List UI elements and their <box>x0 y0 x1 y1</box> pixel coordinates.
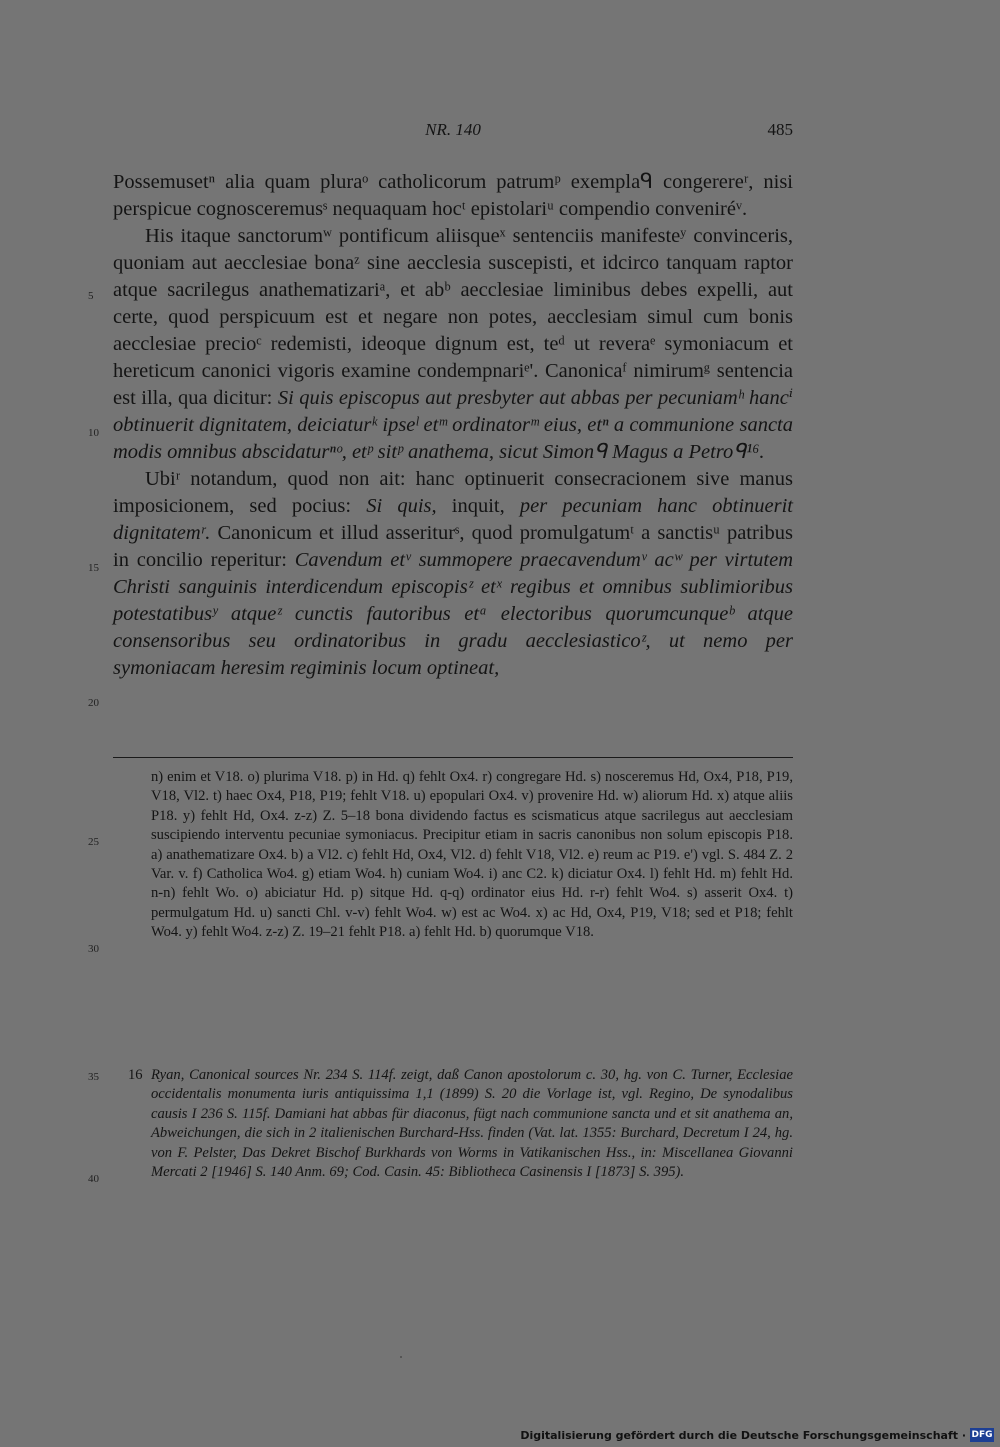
footnote-text: n) enim et V18. o) plurima V18. p) in Hd. q) fehlt Ox4. r) congregare Hd. s) nosceremus Hd, Ox4, P18, P19, V18, Vl2. t) haec Ox4, P18, P19; fehlt V18. u) epopulari Ox4. v) provenire Hd. w) aliorum Hd. x) atque aliis P18. y) fehlt Hd, Ox4. z-z) Z. 5–18 bona dividendo factus es scismaticus atque sacrilegus aut aecclesiam suscipiendo interventu pecuniae symoniacus. Precipitur etiam in sacris canonibus non solum episcopis P18. a) anathematizare Ox4. b) a Vl2. c) fehlt Hd, Ox4, Vl2. d) fehlt V18, Vl2. e) reum ac P19. e') vgl. S. 484 Z. 2 Var. v. f) Catholica Wo4. g) etiam Wo4. h) cuniam Wo4. i) anc C2. k) diciatur Ox4. l) fehlt Hd. m) fehlt Hd. n-n) fehlt Wo. o) abiciatur Hd. p) sitque Hd. q-q) ordinator eius Hd. r-r) fehlt Wo4. s) asserit Ox4. t) permulgatum Hd. u) sancti Chl. v-v) fehlt Wo4. w) est ac Wo4. x) ac Hd, Ox4, P19, V18; sed et P18; fehlt Wo4. y) fehlt Wo4. z-z) Z. 19–21 fehlt P18. a) fehlt Hd. b) quorumque V18. <box>151 769 793 941</box>
header-title: NR. 140 <box>425 120 481 139</box>
line-number: 40 <box>88 1173 99 1185</box>
commentary-number: 16 <box>128 1067 143 1083</box>
line-number: 15 <box>88 562 99 574</box>
footer-text: Digitalisierung gefördert durch die Deutsche Forschungsgemeinschaft · <box>520 1428 966 1442</box>
paragraph-2 <box>113 223 793 466</box>
line-number: 35 <box>88 1071 99 1083</box>
line-number: 30 <box>88 943 99 955</box>
paragraph-text-cont: inquit, <box>436 495 520 517</box>
page-speck <box>400 1356 402 1358</box>
paragraph-3 <box>113 466 793 682</box>
page-number: 485 <box>767 120 793 139</box>
paragraph-1 <box>113 169 793 223</box>
quote-council: Cavendum etᵛ summopere praecavendumᵛ acʷ per virtutem Christi sanguinis interdicendum episcopisᶻ etˣ regibus et omnibus sublimioribus potestatibusʸ atqueᶻ cunctis fautoribus etᵃ electoribus quorumcunqueᵇ atque consensoribus seu ordinatoribus in gradu aecclesiasticoᶻ, ut nemo per symoniacam heresim regiminis locum optineat, <box>113 549 793 679</box>
dfg-logo-icon: DFG <box>971 1430 993 1440</box>
critical-apparatus <box>151 768 793 943</box>
line-number: 5 <box>88 290 94 302</box>
line-number: 20 <box>88 697 99 709</box>
running-header <box>113 120 793 144</box>
paragraph-text: Ubiʳ notandum, quod non ait: hanc optinuerit consecracionem sive manus imposicionem, sed pocius: <box>113 468 793 517</box>
commentary-note <box>113 1066 793 1182</box>
main-text <box>113 169 793 682</box>
commentary-text: Ryan, Canonical sources Nr. 234 S. 114f. zeigt, daß Canon apostolorum c. 30, hg. von C. Turner, Ecclesiae occidentalis monumenta iuris antiquissima 1,1 (1899) S. 20 die Vorlage ist, vgl. Regino, De synodalibus causis I 236 S. 115f. Damiani hat abbas für diaconus, fügt nach communione sancta und et sit anathema an, Abweichungen, die sich in 2 italienischen Burchard-Hss. finden (Vat. lat. 1355: Burchard, Decretum I 24, hg. von F. Pelster, Das Dekret Bischof Burkhards von Worms in Vatikanischen Hss., in: Miscellanea Giovanni Mercati 2 [1946] S. 140 Anm. 69; Cod. Casin. 45: Bibliotheca Casinensis I [1873] S. 395). <box>151 1067 793 1181</box>
quote-fragment: Si quis, <box>366 495 437 517</box>
footnote-divider <box>113 757 793 758</box>
funding-footer <box>520 1423 1000 1447</box>
line-number: 10 <box>88 427 99 439</box>
quote-canon: Si quis episcopus aut presbyter aut abbas per pecuniamʰ hancⁱ obtinuerit dignitatem, deiciaturᵏ ipseˡ etᵐ ordinatorᵐ eius, etⁿ a communione sancta modis omnibus abscidaturⁿᵒ, etᵖ sitᵖ anathema, sicut Simonᑫ Magus a Petroᑫ¹⁶. <box>113 387 793 463</box>
line-number: 25 <box>88 836 99 848</box>
quote-fragment-2: per pecuniam hanc obtinuerit dignitatemʳ. <box>113 495 793 544</box>
paragraph-text: His itaque sanctorumʷ pontificum aliisqueˣ sentenciis manifesteʸ convinceris, quoniam aut aecclesiae bonaᶻ sine aecclesia suscepisti, et idcirco tanquam raptor atque sacrilegus anathematizariᵃ, et abᵇ aecclesiae liminibus debes expelli, aut certe, quod perspicuum est et negare non potes, aecclesiam simul cum bonis aecclesiae precioᶜ redemisti, ideoque dignum est, teᵈ ut reveraᵉ symoniacum et hereticum canonici vigoris examine condempnariᵉ'. Canonicaᶠ nimirumᵍ sentencia est illa, qua dicitur: <box>113 225 793 409</box>
paragraph-text: Possemusetⁿ alia quam pluraᵒ catholicorum patrumᵖ exemplaᑫ congerereʳ, nisi perspicue cognosceremusˢ nequaquam hocᵗ epistolariᵘ compendio conveniréᵛ. <box>113 171 793 220</box>
paragraph-text-cont-2: Canonicum et illud asseriturˢ, quod promulgatumᵗ a sanctisᵘ patribus in concilio reperitur: <box>113 522 793 571</box>
